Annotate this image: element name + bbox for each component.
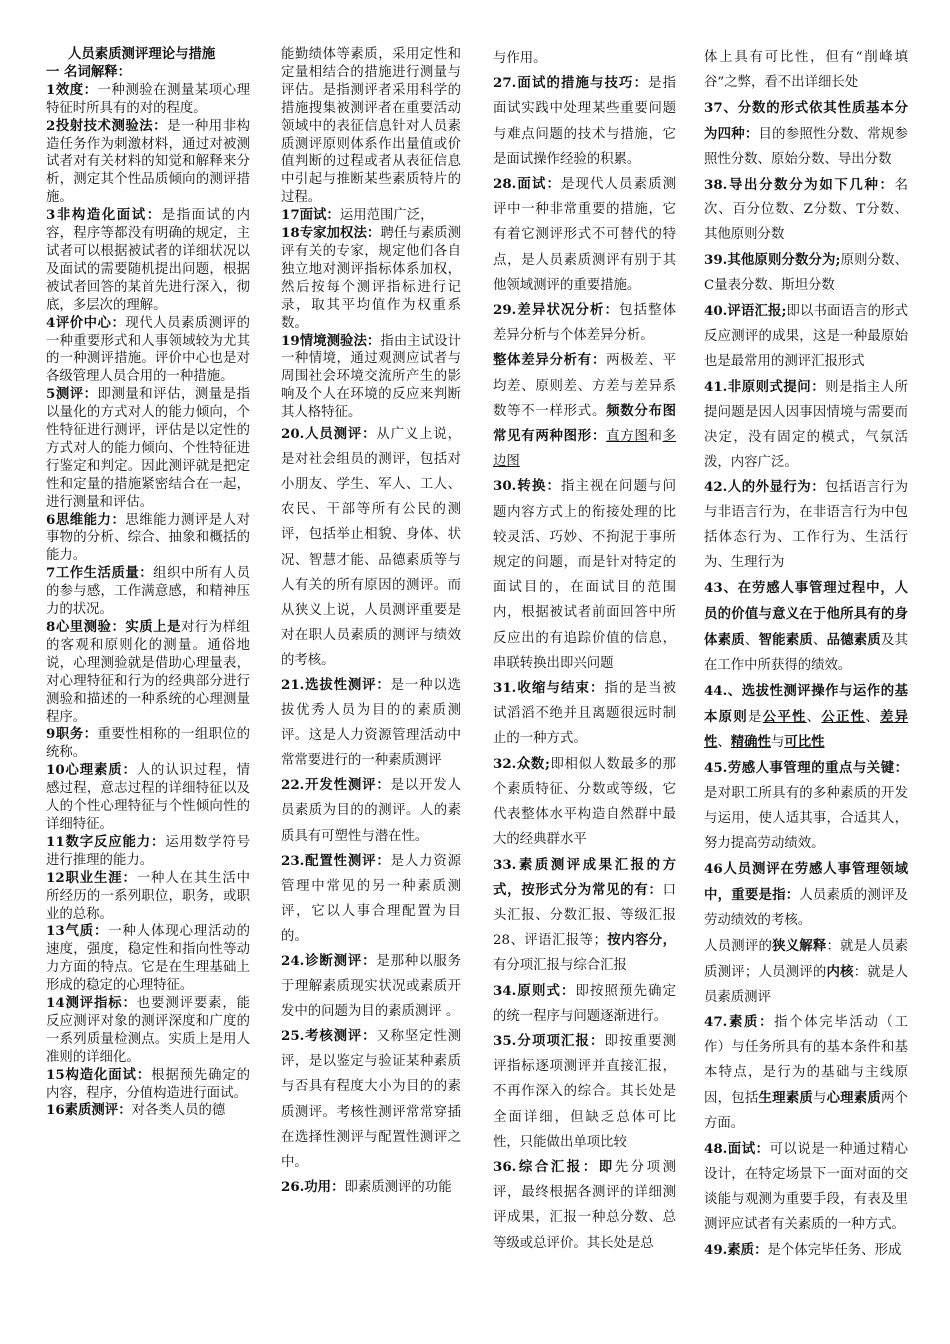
entry-text: 是人力资源管理中常见的另一种素质测评，它以人事合理配置为目的。 — [281, 853, 462, 944]
entry-col2_tall-5 — [281, 1024, 461, 1175]
entry-col3-2 — [493, 298, 676, 348]
entry-term: 34.原则式： — [493, 982, 576, 999]
entry-49 — [704, 1238, 908, 1264]
entry-44 — [704, 679, 908, 757]
entry-col3-10 — [493, 1155, 676, 1256]
entry-term: 24.诊断测评： — [281, 953, 377, 969]
entry-text: 指主视在问题与问题内容方式上的衔接处理的比较灵活、巧妙、不拘泥于事所规定的问题，而是针对特定的面试目的，在面试目的范围内，根据被试者前面回答中所反应出的有追踪价值的信息，串联转换出即兴问题 — [493, 479, 677, 671]
entry-col3-9 — [493, 1029, 676, 1155]
entry-term: 内核 — [826, 963, 854, 980]
entry-col2_tall-4 — [281, 949, 461, 1024]
entry-term: 身体素质 — [704, 605, 908, 648]
col2-tall-entries — [281, 422, 461, 1200]
entry-text: 口头汇报、分数汇报、等级汇报28、评语汇报等； — [493, 882, 676, 949]
entry-col2_tall-6 — [281, 1175, 461, 1200]
col4-entries — [704, 96, 908, 576]
entry-col3-7 — [493, 853, 676, 979]
entry-term: 整体差异分析有： — [493, 352, 607, 369]
entry-term: 28.面试： — [493, 176, 561, 193]
entry-col1-1 — [46, 118, 250, 208]
col3-entries — [493, 71, 676, 1256]
entry-text: 原则分数、C量表分数、斯坦分数 — [704, 253, 909, 294]
entry-col3-0 — [493, 71, 676, 172]
entry-text: 重要性相称的一组职位的统称。 — [46, 727, 250, 761]
entry-term: 狭义解释 — [772, 937, 827, 954]
entry-term: 29.差异状况分析： — [493, 302, 620, 319]
entry-sep: 、 — [717, 735, 731, 751]
entry-term: 7工作生活质量： — [46, 565, 154, 582]
entry-text: 与 — [812, 1091, 827, 1107]
entry-term: 11数字反应能力： — [46, 833, 166, 850]
entry-term: 17面试： — [281, 207, 340, 224]
entry-col2_tall-3 — [281, 849, 461, 949]
entry-text: 一种人在其生活中所经历的一系列职位，职务，或职业的总称。 — [46, 870, 250, 922]
entry-term: 31.收缩与结束： — [493, 680, 605, 697]
entry-col2-2 — [281, 333, 461, 423]
entry-col1-9 — [46, 762, 250, 834]
col2-continuation: 能勤绩体等素质，采用定性和定量相结合的措施进行测量与评估。是指测评者采用科学的措施搜集被测评者在重要活动领域中的表征信息针对人员素质测评原则体系作出量值或价值判断的过程或者从表征信息中引起与推断某些素质特片的过程。 — [281, 47, 461, 206]
entry-col1-2 — [46, 207, 250, 314]
entry-text: 人的认识过程，情感过程，意志过程的详细特征以及人的个性心理特征与个性倾向性的详细特征。 — [46, 763, 250, 832]
entry-term: 41.非原则式提问： — [704, 378, 826, 395]
entry-col1-10 — [46, 834, 250, 870]
entry-col4-4 — [704, 375, 908, 476]
entry-text: 对各类人员的德 — [131, 1103, 226, 1119]
keyword-link[interactable]: 公正性 — [821, 708, 866, 725]
entry-text: 即按重要测评指标逐项测评并直接汇报，不再作深入的综合。其长处是全面详细，但缺乏总体可比性，只能做出单项比较 — [493, 1033, 677, 1150]
entry-term: 6思维能力： — [46, 511, 126, 528]
entry-sep: 是 — [748, 709, 763, 725]
entry-text: 现代人员素质测评的一种重要形式和人事领域较为尤其的一种测评措施。评价中心也是对各级管理人员合用的一种措施。 — [46, 315, 250, 385]
entry-term: 37、分数的形式依其性质基本分为四种： — [704, 99, 908, 142]
entry-col1-12 — [46, 923, 250, 995]
column-2 — [281, 46, 461, 1200]
entry-col1-0 — [46, 82, 250, 118]
section-heading: 一 名词解释： — [46, 63, 132, 80]
entry-text: 指的是当被试滔滔不绝并且离题很远时制止的一种方式。 — [493, 681, 677, 747]
entry-text: 指由主试设计一种情境，通过观测应试者与周围社会环境交流所产生的影响及个人在环境的反应来判断其人格特征。 — [281, 333, 461, 421]
entry-term: 33.素质测评成果汇报的方式，按形式分为常见的有： — [493, 856, 676, 898]
entry-46-note — [704, 934, 908, 1011]
entry-43 — [704, 576, 908, 679]
entry-term: 频数分布图常见有两种图形： — [493, 402, 677, 445]
entry-term: 42.人的外显行为： — [704, 479, 826, 496]
entry-term: 26.功用： — [281, 1178, 345, 1195]
entry-text: 两极差、平均差、原则差、方差与差异系数等不一样形式。 — [493, 353, 677, 419]
keyword-link[interactable]: 精确性 — [730, 734, 771, 751]
column-1 — [46, 46, 250, 1120]
entry-48 — [704, 1137, 908, 1238]
entry-term: 44.、选拔性测评操作与运作的基本原则 — [704, 682, 908, 725]
keyword-link[interactable]: 差异性 — [704, 708, 909, 751]
entry-col3-5 — [493, 676, 676, 752]
entry-col2-1 — [281, 225, 461, 332]
entry-term: 46人员测评在劳感人事管理领域中，重要是指： — [704, 861, 908, 903]
entry-sep: 、 — [806, 709, 822, 725]
entry-text: 即测量和评估，测量是指以量化的方式对人的能力倾向，个性特征进行测评，评估是以定性的方式对人的能力倾向、个性特征进行鉴定和判定。因此测评就是把定性和定量的措施紧密结合在一起，进行测量和评估。 — [46, 387, 250, 510]
entry-text: 一种测验在测量某项心理特征时所具有的对的程度。 — [46, 82, 250, 116]
entry-col4-2 — [704, 248, 908, 299]
entry-text: 和 — [648, 429, 663, 445]
entry-col1-7 — [46, 619, 250, 726]
entry-sep: 、 — [865, 709, 881, 725]
entry-term: 4评价中心： — [46, 314, 126, 331]
column-3 — [493, 46, 676, 1256]
col1-entries — [46, 82, 250, 1121]
entry-term: 9职务： — [46, 726, 98, 743]
entry-col2_tall-0 — [281, 422, 461, 673]
entry-text: 即按照预先确定的统一程序与问题逐渐进行。 — [493, 983, 677, 1024]
entry-term: 38.导出分数分为如下几种： — [704, 176, 895, 193]
entry-term: 47.素质： — [704, 1014, 775, 1031]
column-4 — [704, 46, 908, 1264]
entry-text: 是指面试实践中处理某些重要问题与难点问题的技术与措施，它是面试操作经验的积累。 — [493, 76, 677, 167]
entry-term: 14测评指标： — [46, 995, 137, 1012]
entry-term: 22.开发性测评： — [281, 777, 391, 794]
entry-term: 12职业生涯： — [46, 869, 137, 886]
entry-col3-6 — [493, 752, 676, 853]
entry-text: 包括整体差异分析与个体差异分析。 — [493, 303, 677, 344]
entry-text: 从广义上说，是对社会组员的测评，包括对小朋友、学生、军人、工人、农民、干部等所有公民的测评，包括举止相貌、身体、状况、智慧才能、品德素质等与人有关的所有原因的测评。而从狭义上说，人员测评重要是对在职人员素质的测评与绩效的考核。 — [281, 427, 462, 668]
entry-term: 13气质： — [46, 923, 109, 940]
entry-term: 2投射技术测验法： — [46, 117, 168, 134]
entry-term: 21.选拔性测评： — [281, 676, 391, 693]
entry-text: 是现代人员素质测评中一种非常重要的措施，它有着它测评形式不可替代的特点，是人员素质测评有别于其他领域测评的重要措施。 — [493, 177, 677, 293]
entry-text: 根据预先确定的内容，程序，分值构造进行面试。 — [46, 1067, 251, 1101]
entry-text: 及其在工作中所获得的绩效。 — [704, 632, 909, 673]
entry-term: 18专家加权法： — [281, 225, 381, 242]
entry-text: 有分项汇报与综合汇报 — [493, 958, 627, 974]
entry-col1-11 — [46, 870, 250, 924]
entry-text: 组织中所有人员的参与感，工作满意感，和精神压力的状况。 — [46, 566, 250, 618]
entry-text: 人员测评的 — [704, 938, 773, 954]
entry-text: 是指面试的内容，程序等都没有明确的规定，主试者可以根据被试者的详细状况以及面试的需要随机提出问题，根据被试者回答的某首先进行深入，彻底，多层次的理解。 — [46, 208, 250, 313]
entry-47 — [704, 1010, 908, 1137]
entry-col1-4 — [46, 386, 250, 511]
entry-term: 36.综合汇报：即 — [493, 1158, 615, 1175]
entry-term: 心理素质 — [826, 1090, 882, 1107]
entry-term: 品德素质 — [826, 631, 882, 648]
entry-col2_tall-2 — [281, 773, 461, 848]
entry-col4-5 — [704, 475, 908, 576]
entry-term: 1效度： — [46, 81, 98, 98]
entry-term: 49.素质： — [704, 1241, 768, 1258]
entry-text: 人员素质的测评及劳动绩效的考核。 — [704, 887, 909, 928]
entry-term: 生理素质 — [758, 1090, 813, 1107]
entry-text: 一种人体现心理活动的速度，强度，稳定性和指向性等动力方面的特点。它是在生理基础上形成的稳定的心理特征。 — [46, 924, 250, 994]
keyword-link[interactable]: 公平性 — [762, 708, 807, 725]
entry-term: 32.众数; — [493, 755, 550, 772]
entry-text: 是个体完毕任务、形成 — [767, 1242, 902, 1258]
entry-col3-1 — [493, 172, 676, 298]
entry-term: 5测评： — [46, 386, 98, 403]
entry-text: 是对职工所具有的多种素质的开发与运用，使人适其事，合适其人，努力提高劳动绩效。 — [704, 786, 908, 852]
entry-text: ：就是人员素质测评；人员测评的 — [704, 938, 909, 980]
entry-text: 又称坚定性测评，是以鉴定与验证某种素质与否具有程度大小为目的的素质测评。考核性测评常常穿插在选择性测评与配置性测评之中。 — [281, 1029, 462, 1170]
entry-term: 35.分项项汇报： — [493, 1032, 605, 1049]
entry-term: 19情境测验法： — [281, 332, 381, 349]
keyword-link[interactable]: 可比性 — [784, 734, 825, 751]
entry-term: 27.面试的措施与技巧： — [493, 75, 649, 92]
entry-col4-1 — [704, 173, 908, 249]
entry-col1-15 — [46, 1102, 250, 1120]
entry-term: 10心理素质： — [46, 762, 137, 779]
entry-col1-6 — [46, 565, 250, 619]
entry-col1-8 — [46, 726, 250, 762]
entry-col3-8 — [493, 979, 676, 1029]
entry-text: 即素质测评的功能 — [344, 1179, 452, 1195]
entry-text: 先分项测评，最终根据各测评的详细测评成果，汇报一种总分数、总等级或总评价。其长处是总 — [493, 1159, 677, 1251]
entry-term: 40.评语汇报; — [704, 303, 787, 320]
entry-term: 8心里测验：实质上是 — [46, 619, 181, 635]
entry-sep: 与 — [770, 735, 785, 751]
entry-sep: 、 — [812, 632, 827, 648]
entry-term: 39.其他原则分数分为; — [704, 252, 841, 269]
entry-term: 智能素质 — [758, 631, 813, 648]
entry-term: 20.人员测评： — [281, 426, 377, 443]
page-title: 人员素质测评理论与措施 — [68, 46, 216, 62]
entry-col3-3 — [493, 348, 676, 474]
col2-entries — [281, 207, 461, 422]
entry-text: ：就是人员素质测评 — [704, 964, 909, 1005]
entry-text: 则是指主人所提问题是因人因事因情境与需要而决定，没有固定的模式，气氛活泼，内容广泛。 — [704, 379, 909, 470]
entry-col1-13 — [46, 995, 250, 1067]
entry-text: 是一种用非构造任务作为刺激材料，通过对被测试者对有关材料的知觉和解释来分析，测定其个性品质倾向的测评措施。 — [46, 118, 250, 206]
entry-text: 对行为样组的客观和原则化的测量。通俗地说，心理测验就是借助心理量表，对心理特征和行为的经典部分进行测验和描述的一种系统的心理测量程序。 — [46, 620, 250, 725]
entry-term: 16素质测评： — [46, 1102, 132, 1119]
entry-text: 是以开发人员素质为目的的测评。人的素质具有可塑性与潜在性。 — [281, 778, 462, 844]
entry-col4-3 — [704, 299, 908, 375]
entry-text: 即以书面语言的形式反应测评的成果，这是一种最原始也是最常用的测评汇报形式 — [704, 304, 908, 369]
entry-text: 运用范围广泛， — [339, 208, 434, 224]
entry-term: 48.面试： — [704, 1140, 770, 1157]
entry-col3-4 — [493, 474, 676, 676]
entry-text: 两个方面。 — [704, 1091, 909, 1132]
histogram-link[interactable]: 直方图 — [606, 429, 649, 445]
entry-term: 15构造化面试： — [46, 1066, 152, 1083]
entry-text: 可以说是一种通过精心设计，在特定场景下一面对面的交谈能与观测为重要手段，有表及里测评应试者有关素质的一种方式。 — [704, 1141, 909, 1232]
entry-sep: 、 — [744, 632, 759, 648]
entry-text: 目的参照性分数、常规参照性分数、原始分数、导出分数 — [704, 126, 909, 167]
entry-col4-0 — [704, 96, 908, 173]
entry-col2-0 — [281, 207, 461, 225]
entry-term: 3非构造化面试： — [46, 207, 162, 224]
entry-col1-5 — [46, 512, 250, 566]
entry-term: 按内容分， — [606, 932, 677, 949]
entry-text: 包括语言行为与非语言行为，在非语言行为中包括体态行为、工作行为、生活行为、生理行为 — [704, 480, 909, 571]
col4-continuation: 体上具有可比性，但有“削峰填谷”之弊，看不出详细长处 — [704, 50, 908, 90]
entry-text: 是一种以选拔优秀人员为目的的素质测评。这是人力资源管理活动中常常要进行的一种素质测评 — [281, 677, 462, 769]
entry-col2_tall-1 — [281, 673, 461, 773]
entry-text: 也要测评要素，能反应测评对象的测评深度和广度的一系列质量检测点。实质上是用人准则的详细化。 — [46, 996, 250, 1065]
entry-col1-3 — [46, 315, 250, 387]
entry-text: 即相似人数最多的那个素质特征、分数或等级，它代表整体水平构造自然群中最大的经典群水平 — [493, 756, 676, 848]
entry-term: 25.考核测评： — [281, 1028, 377, 1045]
col3-continuation: 与作用。 — [493, 51, 547, 66]
entry-text: 聘任与素质测评有关的专家，规定他们各自独立地对测评指标体系加权，然后按每个测评指标进行记录，取其平均值作为权重系数。 — [281, 226, 461, 331]
entry-term: 43、在劳感人事管理过程中，人员的价值与意义在于他所具有的 — [704, 580, 908, 622]
entry-term: 45.劳感人事管理的重点与关键： — [704, 760, 908, 777]
polygon-link[interactable]: 多边图 — [493, 429, 677, 470]
entry-45 — [704, 756, 908, 857]
entry-46 — [704, 857, 908, 934]
entry-text: 名次、百分位数、Z分数、T分数、其他原则分数 — [704, 177, 908, 243]
entry-text: 运用数学符号进行推理的能力。 — [46, 834, 250, 868]
entry-text: 指个体完毕活动（工作）与任务所具有的基本条件和基本特点，是行为的基础与主线原因，包括 — [704, 1015, 908, 1107]
entry-term: 23.配置性测评： — [281, 852, 391, 869]
entry-text: 是那种以服务于理解素质现实状况或素质开发中的问题为目的素质测评 。 — [281, 954, 462, 1020]
entry-col1-14 — [46, 1067, 250, 1103]
entry-term: 30.转换： — [493, 478, 561, 495]
entry-text: 思维能力测评是人对事物的分析、综合、抽象和概括的能力。 — [46, 512, 250, 564]
